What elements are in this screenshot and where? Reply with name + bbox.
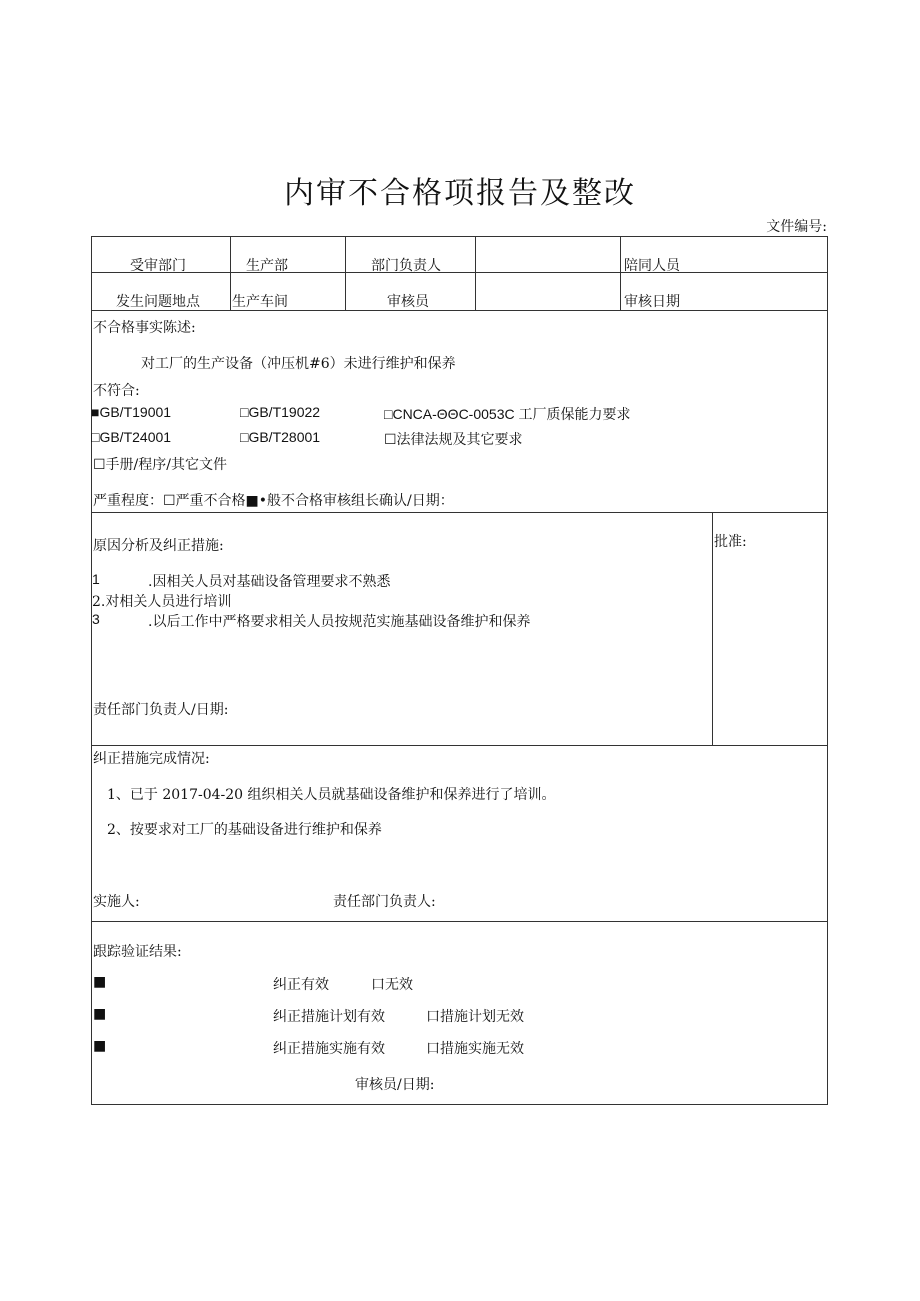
cause-item1-text: .因相关人员对基础设备管理要求不熟悉 [148,574,391,590]
cause-item1-num: 1 [92,571,100,587]
col-divider-2 [345,236,346,310]
severity-line: 严重程度：☐严重不合格■•般不合格审核组长确认/日期： [93,493,454,509]
verification-mark-1: ■ [93,974,107,990]
responsible-dept-date: 责任部门负责人/日期: [93,702,229,718]
audited-dept-value: 生产部 [246,258,288,274]
standard-cnca: □CNCA-ΘΘC-0053C 工厂质保能力要求 [384,406,631,422]
facts-label: 不合格事实陈述: [93,320,196,336]
standard-gbt28001: □GB/T28001 [240,429,321,445]
dept-head-label: 部门负责人 [371,258,441,274]
auditor-label: 审核员 [387,294,429,310]
approve-col-divider [712,512,713,745]
col-divider-4 [620,236,621,310]
table-right-border [827,236,828,1105]
cause-item2-text: 2.对相关人员进行培训 [92,594,232,610]
standard-gbt19001: ■GB/T19001 [91,404,172,420]
completion-label: 纠正措施完成情况: [93,751,210,767]
cause-item3-text: .以后工作中严格要求相关人员按规范实施基础设备维护和保养 [148,614,531,630]
row-divider-4 [91,745,828,746]
table-top-border [91,236,828,237]
verification-mark-3: ■ [93,1038,107,1054]
page-title: 内审不合格项报告及整改 [284,176,636,211]
verification-no-1: 口无效 [371,977,413,993]
cause-label: 原因分析及纠正措施: [93,538,224,554]
row-divider-5 [91,921,828,922]
standard-manual: ☐手册/程序/其它文件 [93,457,227,473]
location-label: 发生问题地点 [116,294,200,310]
verification-yes-3: 纠正措施实施有效 [273,1041,385,1057]
nonconform-label: 不符合: [93,383,140,399]
audit-date-label: 审核日期 [624,294,680,310]
cause-item3-num: 3 [92,611,100,627]
row-divider-1 [91,272,828,273]
col-divider-3 [475,236,476,310]
responsible-head-label: 责任部门负责人: [333,894,436,910]
table-left-border [91,236,92,1105]
location-value: 生产车间 [232,294,288,310]
verification-mark-2: ■ [93,1006,107,1022]
verification-label: 跟踪验证结果: [93,944,182,960]
verification-yes-2: 纠正措施计划有效 [273,1009,385,1025]
verification-yes-1: 纠正有效 [273,977,329,993]
completion-item2: 2、按要求对工厂的基础设备进行维护和保养 [107,822,382,838]
accompany-label: 陪同人员 [624,258,680,274]
approve-label: 批准: [714,534,747,550]
row-divider-2 [91,310,828,311]
facts-text: 对工厂的生产设备（冲压机#6）未进行维护和保养 [141,356,456,372]
row-divider-3 [91,512,828,513]
verification-auditor-date: 审核员/日期: [355,1077,435,1093]
standard-laws: ☐法律法规及其它要求 [384,432,523,448]
col-divider-1 [230,236,231,310]
standard-gbt24001: □GB/T24001 [91,429,172,445]
completion-item1: 1、已于 2017-04-20 组织相关人员就基础设备维护和保养进行了培训。 [107,787,556,803]
verification-no-2: 口措施计划无效 [426,1009,524,1025]
audited-dept-label: 受审部门 [130,258,186,274]
verification-no-3: 口措施实施无效 [426,1041,524,1057]
document-number-label: 文件编号: [766,219,827,235]
implementer-label: 实施人: [93,894,140,910]
table-bottom-border [91,1104,828,1105]
standard-gbt19022: □GB/T19022 [240,404,321,420]
